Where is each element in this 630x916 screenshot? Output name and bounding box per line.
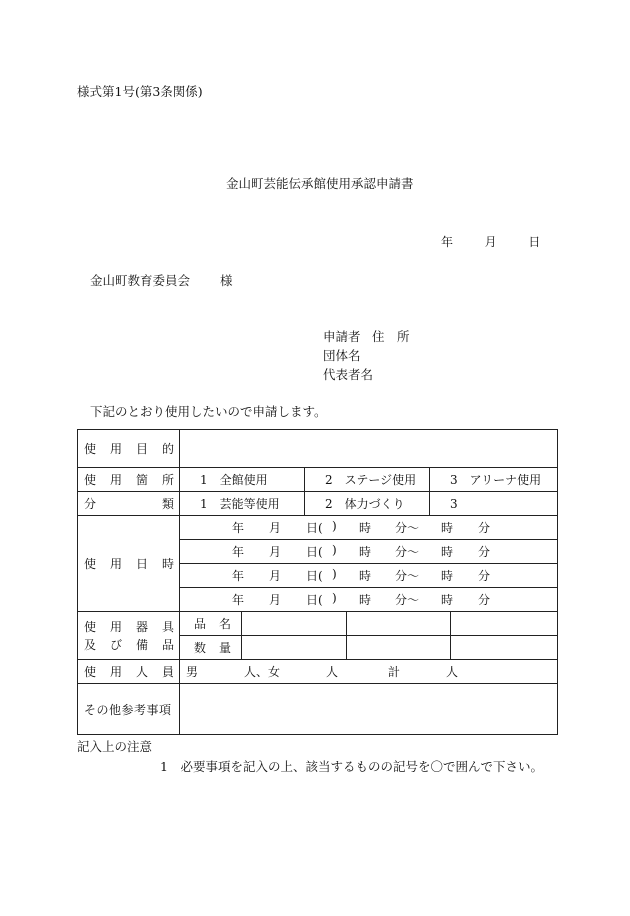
other-value[interactable] (180, 684, 558, 735)
users-person-end-label: 人 (446, 665, 459, 679)
datetime-label-cell (78, 516, 180, 612)
purpose-value[interactable] (180, 430, 558, 468)
addressee (90, 275, 233, 288)
datetime-entry-3[interactable]: 年 月 日( ) 時 分〜 時 分 (180, 564, 558, 588)
class-option-2[interactable]: 2 体力づくり (305, 492, 430, 516)
equipment-label-cell (78, 612, 180, 660)
datetime-entry-2[interactable]: 年 月 日( ) 時 分〜 時 分 (180, 540, 558, 564)
place-label-cell (78, 468, 180, 492)
users-label: 使 用 人 員 (84, 665, 174, 679)
place-row (78, 468, 558, 492)
purpose-label-cell (78, 430, 180, 468)
users-label-cell (78, 660, 180, 684)
applicant-label: 申請者 (323, 329, 361, 344)
class-option-3[interactable]: 3 (430, 492, 558, 516)
applicant-address-label: 住 所 (372, 329, 410, 344)
equipment-label-line2: 及 び 備 品 (84, 637, 174, 652)
item-name-1[interactable] (242, 612, 347, 636)
date-month: 月 (484, 235, 497, 249)
quantity-3[interactable] (451, 636, 558, 660)
note-item: 1 必要事項を記入の上、該当するものの記号を〇で囲んで下さい。 (160, 759, 543, 774)
users-female-label: 人、女 (244, 665, 281, 679)
class-option-1[interactable]: 1 芸能等使用 (180, 492, 305, 516)
date-year: 年 (441, 235, 454, 249)
item-name-3[interactable] (451, 612, 558, 636)
datetime-entry-4[interactable]: 年 月 日( ) 時 分〜 時 分 (180, 588, 558, 612)
quantity-label-cell (180, 636, 242, 660)
applicant-group-label: 団体名 (323, 348, 361, 363)
datetime-entry-1[interactable]: 年 月 日( ) 時 分〜 時 分 (180, 516, 558, 540)
users-total-label: 計 (388, 665, 401, 679)
users-value[interactable] (180, 660, 558, 684)
application-table (77, 429, 558, 735)
item-name-label: 品 名 (194, 617, 231, 631)
intro-text: 下記のとおり使用したいので申請します。 (90, 404, 327, 419)
addressee-name: 金山町教育委員会 (90, 273, 191, 288)
date-day: 日 (528, 235, 541, 249)
users-male-label: 男 (186, 665, 199, 679)
quantity-label: 数 量 (194, 641, 231, 655)
form-number: 様式第1号(第3条関係) (77, 84, 203, 99)
users-person-label: 人 (326, 665, 339, 679)
quantity-2[interactable] (347, 636, 451, 660)
other-row (78, 684, 558, 735)
notes-heading: 記入上の注意 (77, 739, 153, 754)
applicant-representative-label: 代表者名 (323, 367, 374, 382)
date-line (441, 236, 540, 248)
place-option-1[interactable]: 1 全館使用 (180, 468, 305, 492)
item-name-label-cell (180, 612, 242, 636)
purpose-row (78, 430, 558, 468)
place-label: 使 用 箇 所 (84, 473, 174, 487)
datetime-row (78, 516, 558, 540)
datetime-label: 使 用 日 時 (84, 557, 174, 571)
place-option-2[interactable]: 2 ステージ使用 (305, 468, 430, 492)
item-name-2[interactable] (347, 612, 451, 636)
other-label: その他参考事項 (78, 684, 180, 735)
equipment-label-line1: 使 用 器 具 (84, 619, 174, 634)
equipment-row-names (78, 612, 558, 636)
addressee-honorific: 様 (219, 273, 233, 288)
class-label-cell (78, 492, 180, 516)
document-title: 金山町芸能伝承館使用承認申請書 (226, 176, 414, 191)
class-label: 分 類 (84, 497, 174, 511)
place-option-3[interactable]: 3 アリーナ使用 (430, 468, 558, 492)
class-row (78, 492, 558, 516)
users-row (78, 660, 558, 684)
purpose-label: 使 用 目 的 (84, 442, 174, 456)
quantity-1[interactable] (242, 636, 347, 660)
